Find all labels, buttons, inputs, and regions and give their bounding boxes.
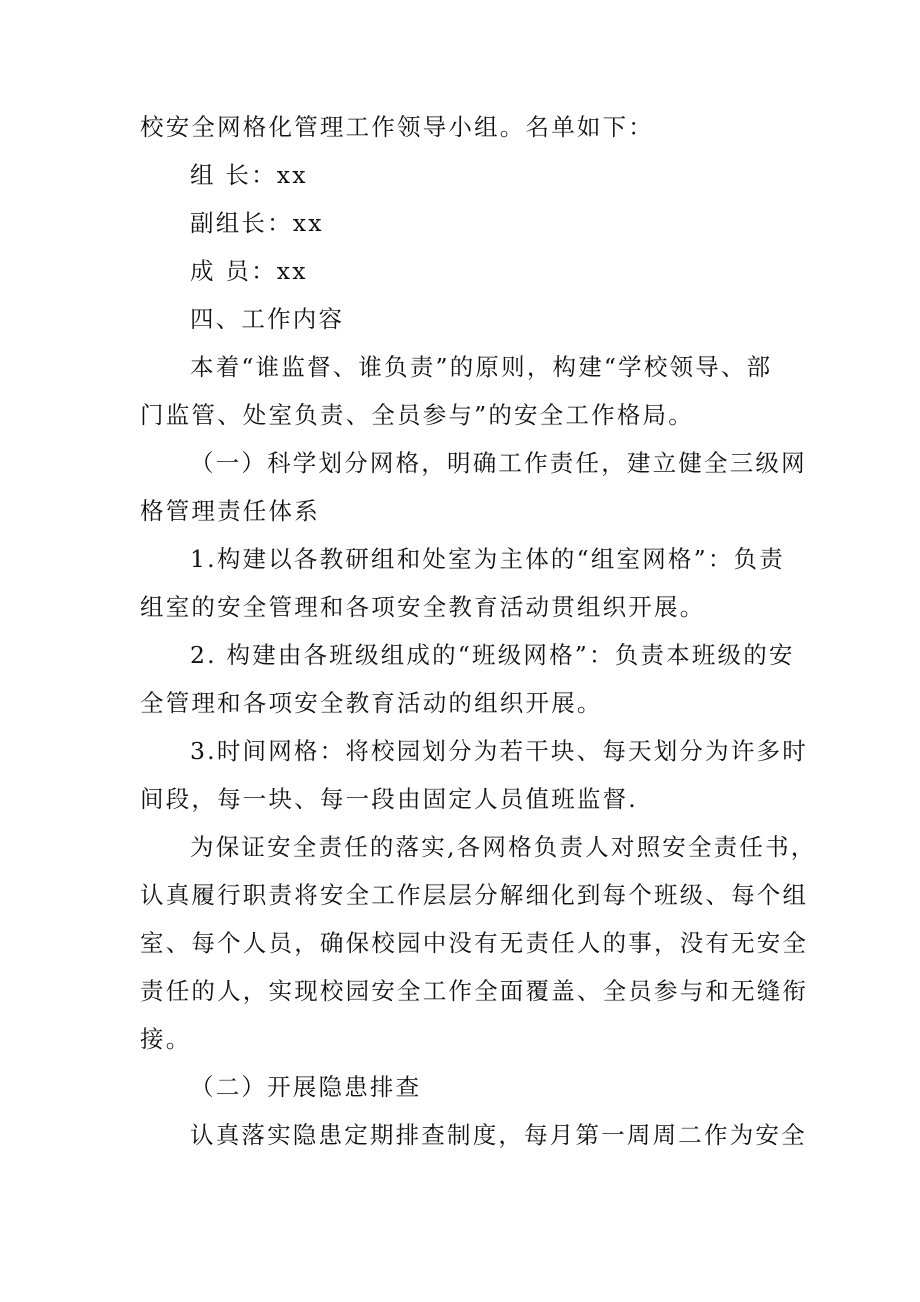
section-heading: 四、工作内容 bbox=[190, 305, 345, 333]
list-item: 1.构建以各教研组和处室为主体的“组室网格”：负责 bbox=[190, 545, 785, 573]
paragraph-line: 门监管、处室负责、全员参与”的安全工作格局。 bbox=[140, 401, 694, 429]
subsection-heading: （二）开展隐患排查 bbox=[190, 1073, 422, 1101]
paragraph-line: 校安全网格化管理工作领导小组。名单如下： bbox=[140, 113, 654, 141]
subsection-heading: （一）科学划分网格，明确工作责任，建立健全三级网 bbox=[190, 449, 807, 477]
list-item: 组室的安全管理和各项安全教育活动贯组织开展。 bbox=[140, 593, 706, 621]
list-item: 间段，每一块、每一段由固定人员值班监督. bbox=[140, 785, 638, 813]
paragraph-line: 接。 bbox=[140, 1025, 192, 1053]
deputy-leader-line: 副组长：xx bbox=[190, 209, 324, 237]
paragraph-line: 责任的人，实现校园安全工作全面覆盖、全员参与和无缝衔 bbox=[140, 977, 809, 1005]
list-item: 3.时间网格：将校园划分为若干块、每天划分为许多时 bbox=[190, 737, 808, 765]
paragraph-line: 认真落实隐患定期排查制度，每月第一周周二作为安全 bbox=[190, 1121, 807, 1149]
subsection-heading: 格管理责任体系 bbox=[140, 497, 320, 525]
list-item: 全管理和各项安全教育活动的组织开展。 bbox=[140, 689, 603, 717]
paragraph-line: 认真履行职责将安全工作层层分解细化到每个班级、每个组 bbox=[140, 881, 809, 909]
members-line: 成 员：xx bbox=[190, 257, 308, 285]
leader-line: 组 长：xx bbox=[190, 161, 308, 189]
paragraph-line: 本着“谁监督、谁负责”的原则，构建“学校领导、部 bbox=[190, 353, 773, 381]
list-item: 2. 构建由各班级组成的“班级网格”：负责本班级的安 bbox=[190, 641, 795, 669]
paragraph-line: 室、每个人员，确保校园中没有无责任人的事，没有无安全 bbox=[140, 929, 809, 957]
paragraph-line: 为保证安全责任的落实,各网格负责人对照安全责任书， bbox=[190, 833, 817, 861]
